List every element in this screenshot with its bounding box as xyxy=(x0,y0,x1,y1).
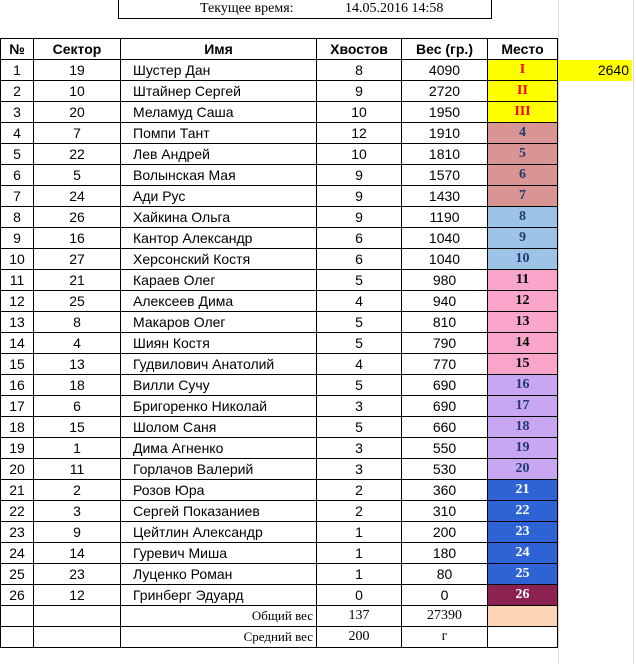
avg-blank-cell[interactable] xyxy=(1,627,34,648)
place-cell[interactable]: 4 xyxy=(488,123,558,144)
name-cell[interactable]: Штайнер Сергей xyxy=(121,81,317,102)
table-row xyxy=(1,102,633,123)
sector-cell[interactable]: 19 xyxy=(34,60,121,81)
name-cell[interactable]: Меламуд Саша xyxy=(121,102,317,123)
empty-cell[interactable] xyxy=(558,186,633,207)
weight-cell[interactable]: 1190 xyxy=(402,207,488,228)
name-cell[interactable]: Гуревич Миша xyxy=(121,543,317,564)
sector-cell[interactable]: 6 xyxy=(34,396,121,417)
weight-cell[interactable]: 690 xyxy=(402,375,488,396)
total-weight-value[interactable]: 27390 xyxy=(402,606,488,627)
sector-cell[interactable]: 18 xyxy=(34,375,121,396)
name-cell[interactable]: Кантор Александр xyxy=(121,228,317,249)
total-place-cell[interactable] xyxy=(488,606,558,627)
sector-cell[interactable]: 26 xyxy=(34,207,121,228)
weight-cell[interactable]: 980 xyxy=(402,270,488,291)
total-tails-value[interactable]: 137 xyxy=(317,606,402,627)
tails-cell[interactable]: 12 xyxy=(317,123,402,144)
tails-cell[interactable]: 4 xyxy=(317,354,402,375)
table-row xyxy=(1,144,633,165)
tails-cell[interactable]: 9 xyxy=(317,81,402,102)
sector-cell[interactable]: 25 xyxy=(34,291,121,312)
name-cell[interactable]: Гринберг Эдуард xyxy=(121,585,317,606)
sector-cell[interactable]: 7 xyxy=(34,123,121,144)
row-number-cell[interactable]: 24 xyxy=(1,543,34,564)
tails-cell[interactable]: 0 xyxy=(317,585,402,606)
weight-cell[interactable]: 1950 xyxy=(402,102,488,123)
row-number-cell[interactable]: 21 xyxy=(1,480,34,501)
tails-cell[interactable]: 6 xyxy=(317,249,402,270)
empty-cell[interactable] xyxy=(558,291,633,312)
name-cell[interactable]: Лев Андрей xyxy=(121,144,317,165)
table-row xyxy=(1,186,633,207)
total-blank-cell[interactable] xyxy=(1,606,34,627)
name-cell[interactable]: Сергей Показаниев xyxy=(121,501,317,522)
weight-cell[interactable]: 940 xyxy=(402,291,488,312)
place-cell[interactable]: 16 xyxy=(488,375,558,396)
weight-cell[interactable]: 1810 xyxy=(402,144,488,165)
place-cell[interactable]: 18 xyxy=(488,417,558,438)
table-row xyxy=(1,564,633,585)
empty-cell[interactable] xyxy=(558,81,633,102)
table-row xyxy=(1,207,633,228)
name-cell[interactable]: Дима Агненко xyxy=(121,438,317,459)
tails-cell[interactable]: 9 xyxy=(317,165,402,186)
time-value: 14.05.2016 14:58 xyxy=(345,1,444,16)
sector-cell[interactable]: 23 xyxy=(34,564,121,585)
row-number-cell[interactable]: 1 xyxy=(1,60,34,81)
table-row xyxy=(1,543,633,564)
weight-cell[interactable]: 1430 xyxy=(402,186,488,207)
place-cell[interactable]: 24 xyxy=(488,543,558,564)
place-cell[interactable]: 17 xyxy=(488,396,558,417)
row-number-cell[interactable]: 11 xyxy=(1,270,34,291)
empty-cell[interactable] xyxy=(558,144,633,165)
empty-cell[interactable] xyxy=(558,396,633,417)
weight-cell[interactable]: 1570 xyxy=(402,165,488,186)
sector-cell[interactable]: 2 xyxy=(34,480,121,501)
tails-cell[interactable]: 6 xyxy=(317,228,402,249)
place-cell[interactable]: 12 xyxy=(488,291,558,312)
row-number-cell[interactable]: 22 xyxy=(1,501,34,522)
name-cell[interactable]: Макаров Олег xyxy=(121,312,317,333)
col-header-tails[interactable]: Хвостов xyxy=(317,39,402,60)
empty-cell[interactable] xyxy=(558,438,633,459)
col-header-place[interactable]: Место xyxy=(488,39,558,60)
col-header-number[interactable]: № xyxy=(1,39,34,60)
tails-cell[interactable]: 5 xyxy=(317,312,402,333)
average-weight-value[interactable]: 200 xyxy=(317,627,402,648)
sector-cell[interactable]: 20 xyxy=(34,102,121,123)
empty-cell[interactable] xyxy=(558,123,633,144)
table-row xyxy=(1,417,633,438)
average-weight-unit[interactable]: г xyxy=(402,627,488,648)
empty-cell[interactable] xyxy=(558,249,633,270)
empty-cell[interactable] xyxy=(558,39,633,60)
table-row xyxy=(1,333,633,354)
tails-cell[interactable]: 5 xyxy=(317,333,402,354)
sector-cell[interactable]: 24 xyxy=(34,186,121,207)
weight-cell[interactable]: 530 xyxy=(402,459,488,480)
tails-cell[interactable]: 3 xyxy=(317,438,402,459)
name-cell[interactable]: Волынская Мая xyxy=(121,165,317,186)
tails-cell[interactable]: 5 xyxy=(317,375,402,396)
table-row xyxy=(1,270,633,291)
name-cell[interactable]: Шустер Дан xyxy=(121,60,317,81)
row-number-cell[interactable]: 18 xyxy=(1,417,34,438)
weight-cell[interactable]: 0 xyxy=(402,585,488,606)
row-number-cell[interactable]: 17 xyxy=(1,396,34,417)
empty-cell[interactable] xyxy=(558,165,633,186)
row-number-cell[interactable]: 7 xyxy=(1,186,34,207)
row-number-cell[interactable]: 8 xyxy=(1,207,34,228)
sector-cell[interactable]: 10 xyxy=(34,81,121,102)
row-number-cell[interactable]: 6 xyxy=(1,165,34,186)
empty-cell[interactable] xyxy=(558,207,633,228)
table-row xyxy=(1,375,633,396)
weight-cell[interactable]: 1910 xyxy=(402,123,488,144)
sector-cell[interactable]: 21 xyxy=(34,270,121,291)
results-table xyxy=(0,38,633,648)
row-number-cell[interactable]: 3 xyxy=(1,102,34,123)
place-cell[interactable]: 15 xyxy=(488,354,558,375)
empty-cell[interactable] xyxy=(558,501,633,522)
sector-cell[interactable]: 27 xyxy=(34,249,121,270)
name-cell[interactable]: Горлачов Валерий xyxy=(121,459,317,480)
row-number-cell[interactable]: 16 xyxy=(1,375,34,396)
header-row xyxy=(1,39,633,60)
place-cell[interactable]: 9 xyxy=(488,228,558,249)
place-cell[interactable]: 21 xyxy=(488,480,558,501)
weight-cell[interactable]: 1040 xyxy=(402,228,488,249)
place-cell[interactable]: 14 xyxy=(488,333,558,354)
empty-cell[interactable] xyxy=(558,627,633,648)
table-row xyxy=(1,249,633,270)
empty-cell[interactable] xyxy=(558,228,633,249)
weight-cell[interactable]: 770 xyxy=(402,354,488,375)
tails-cell[interactable]: 3 xyxy=(317,396,402,417)
tails-cell[interactable]: 5 xyxy=(317,417,402,438)
name-cell[interactable]: Цейтлин Александр xyxy=(121,522,317,543)
place-cell[interactable]: 23 xyxy=(488,522,558,543)
tails-cell[interactable]: 3 xyxy=(317,459,402,480)
tails-cell[interactable]: 1 xyxy=(317,522,402,543)
sector-cell[interactable]: 3 xyxy=(34,501,121,522)
average-row xyxy=(1,627,633,648)
row-number-cell[interactable]: 2 xyxy=(1,81,34,102)
table-row xyxy=(1,165,633,186)
place-cell[interactable]: 13 xyxy=(488,312,558,333)
table-row xyxy=(1,312,633,333)
place-cell[interactable]: 19 xyxy=(488,438,558,459)
empty-cell[interactable] xyxy=(558,417,633,438)
sector-cell[interactable]: 16 xyxy=(34,228,121,249)
name-cell[interactable]: Бригоренко Николай xyxy=(121,396,317,417)
weight-cell[interactable]: 4090 xyxy=(402,60,488,81)
empty-cell[interactable] xyxy=(558,564,633,585)
sector-cell[interactable]: 8 xyxy=(34,312,121,333)
tails-cell[interactable]: 1 xyxy=(317,543,402,564)
table-row xyxy=(1,396,633,417)
table-row xyxy=(1,585,633,606)
row-number-cell[interactable]: 13 xyxy=(1,312,34,333)
avg-blank-cell[interactable] xyxy=(34,627,121,648)
sector-cell[interactable]: 11 xyxy=(34,459,121,480)
row-number-cell[interactable]: 25 xyxy=(1,564,34,585)
row-number-cell[interactable]: 10 xyxy=(1,249,34,270)
sector-cell[interactable]: 4 xyxy=(34,333,121,354)
sector-cell[interactable]: 12 xyxy=(34,585,121,606)
tails-cell[interactable]: 9 xyxy=(317,186,402,207)
time-header xyxy=(0,0,636,36)
place-cell[interactable]: 6 xyxy=(488,165,558,186)
empty-cell[interactable] xyxy=(558,102,633,123)
table-row xyxy=(1,522,633,543)
place-cell[interactable]: 20 xyxy=(488,459,558,480)
sector-cell[interactable]: 5 xyxy=(34,165,121,186)
row-number-cell[interactable]: 15 xyxy=(1,354,34,375)
name-cell[interactable]: Помпи Тант xyxy=(121,123,317,144)
empty-cell[interactable] xyxy=(558,375,633,396)
time-label: Текущее время: xyxy=(200,1,294,16)
col-header-sector[interactable]: Сектор xyxy=(34,39,121,60)
sector-cell[interactable]: 1 xyxy=(34,438,121,459)
table-row xyxy=(1,81,633,102)
empty-cell[interactable] xyxy=(558,333,633,354)
row-number-cell[interactable]: 20 xyxy=(1,459,34,480)
row-number-cell[interactable]: 9 xyxy=(1,228,34,249)
tails-cell[interactable]: 10 xyxy=(317,144,402,165)
empty-cell[interactable] xyxy=(558,606,633,627)
empty-cell[interactable] xyxy=(558,270,633,291)
place-cell[interactable]: I xyxy=(488,60,558,81)
table-row xyxy=(1,123,633,144)
table-row xyxy=(1,228,633,249)
weight-cell[interactable]: 810 xyxy=(402,312,488,333)
place-cell[interactable]: 11 xyxy=(488,270,558,291)
empty-cell[interactable] xyxy=(558,522,633,543)
results-sheet xyxy=(0,38,636,648)
weight-cell[interactable]: 690 xyxy=(402,396,488,417)
table-row xyxy=(1,291,633,312)
name-cell[interactable]: Ади Рус xyxy=(121,186,317,207)
place-cell[interactable]: 7 xyxy=(488,186,558,207)
table-row xyxy=(1,438,633,459)
table-row xyxy=(1,60,633,81)
place-cell[interactable]: 22 xyxy=(488,501,558,522)
avg-place-cell[interactable] xyxy=(488,627,558,648)
sector-cell[interactable]: 9 xyxy=(34,522,121,543)
table-row xyxy=(1,459,633,480)
tails-cell[interactable]: 4 xyxy=(317,291,402,312)
empty-cell[interactable] xyxy=(558,354,633,375)
name-cell[interactable]: Хайкина Ольга xyxy=(121,207,317,228)
average-weight-label[interactable]: Средний вес xyxy=(121,627,317,648)
sector-cell[interactable]: 14 xyxy=(34,543,121,564)
weight-cell[interactable]: 180 xyxy=(402,543,488,564)
empty-cell[interactable] xyxy=(558,459,633,480)
side-value-cell[interactable]: 2640 xyxy=(558,60,633,81)
sector-cell[interactable]: 15 xyxy=(34,417,121,438)
tails-cell[interactable]: 2 xyxy=(317,501,402,522)
table-row xyxy=(1,480,633,501)
row-number-cell[interactable]: 23 xyxy=(1,522,34,543)
weight-cell[interactable]: 80 xyxy=(402,564,488,585)
place-cell[interactable]: III xyxy=(488,102,558,123)
table-row xyxy=(1,501,633,522)
place-cell[interactable]: 26 xyxy=(488,585,558,606)
row-number-cell[interactable]: 14 xyxy=(1,333,34,354)
weight-cell[interactable]: 2720 xyxy=(402,81,488,102)
total-weight-label[interactable]: Общий вес xyxy=(121,606,317,627)
weight-cell[interactable]: 360 xyxy=(402,480,488,501)
total-blank-cell[interactable] xyxy=(34,606,121,627)
tails-cell[interactable]: 8 xyxy=(317,60,402,81)
sector-cell[interactable]: 13 xyxy=(34,354,121,375)
tails-cell[interactable]: 5 xyxy=(317,270,402,291)
place-cell[interactable]: 8 xyxy=(488,207,558,228)
col-header-weight[interactable]: Вес (гр.) xyxy=(402,39,488,60)
place-cell[interactable]: 25 xyxy=(488,564,558,585)
row-number-cell[interactable]: 4 xyxy=(1,123,34,144)
name-cell[interactable]: Гудвилович Анатолий xyxy=(121,354,317,375)
name-cell[interactable]: Луценко Роман xyxy=(121,564,317,585)
weight-cell[interactable]: 310 xyxy=(402,501,488,522)
name-cell[interactable]: Вилли Сучу xyxy=(121,375,317,396)
tails-cell[interactable]: 2 xyxy=(317,480,402,501)
row-number-cell[interactable]: 19 xyxy=(1,438,34,459)
empty-cell[interactable] xyxy=(558,312,633,333)
place-cell[interactable]: II xyxy=(488,81,558,102)
place-cell[interactable]: 10 xyxy=(488,249,558,270)
weight-cell[interactable]: 660 xyxy=(402,417,488,438)
col-header-name[interactable]: Имя xyxy=(121,39,317,60)
tails-cell[interactable]: 10 xyxy=(317,102,402,123)
empty-cell[interactable] xyxy=(558,543,633,564)
sector-cell[interactable]: 22 xyxy=(34,144,121,165)
place-cell[interactable]: 5 xyxy=(488,144,558,165)
row-number-cell[interactable]: 5 xyxy=(1,144,34,165)
name-cell[interactable]: Алексеев Дима xyxy=(121,291,317,312)
empty-cell[interactable] xyxy=(558,585,633,606)
name-cell[interactable]: Шолом Саня xyxy=(121,417,317,438)
weight-cell[interactable]: 550 xyxy=(402,438,488,459)
empty-cell[interactable] xyxy=(558,480,633,501)
weight-cell[interactable]: 200 xyxy=(402,522,488,543)
weight-cell[interactable]: 790 xyxy=(402,333,488,354)
name-cell[interactable]: Херсонский Костя xyxy=(121,249,317,270)
name-cell[interactable]: Шиян Костя xyxy=(121,333,317,354)
tails-cell[interactable]: 9 xyxy=(317,207,402,228)
name-cell[interactable]: Караев Олег xyxy=(121,270,317,291)
row-number-cell[interactable]: 12 xyxy=(1,291,34,312)
tails-cell[interactable]: 1 xyxy=(317,564,402,585)
table-row xyxy=(1,354,633,375)
name-cell[interactable]: Розов Юра xyxy=(121,480,317,501)
row-number-cell[interactable]: 26 xyxy=(1,585,34,606)
total-row xyxy=(1,606,633,627)
weight-cell[interactable]: 1040 xyxy=(402,249,488,270)
